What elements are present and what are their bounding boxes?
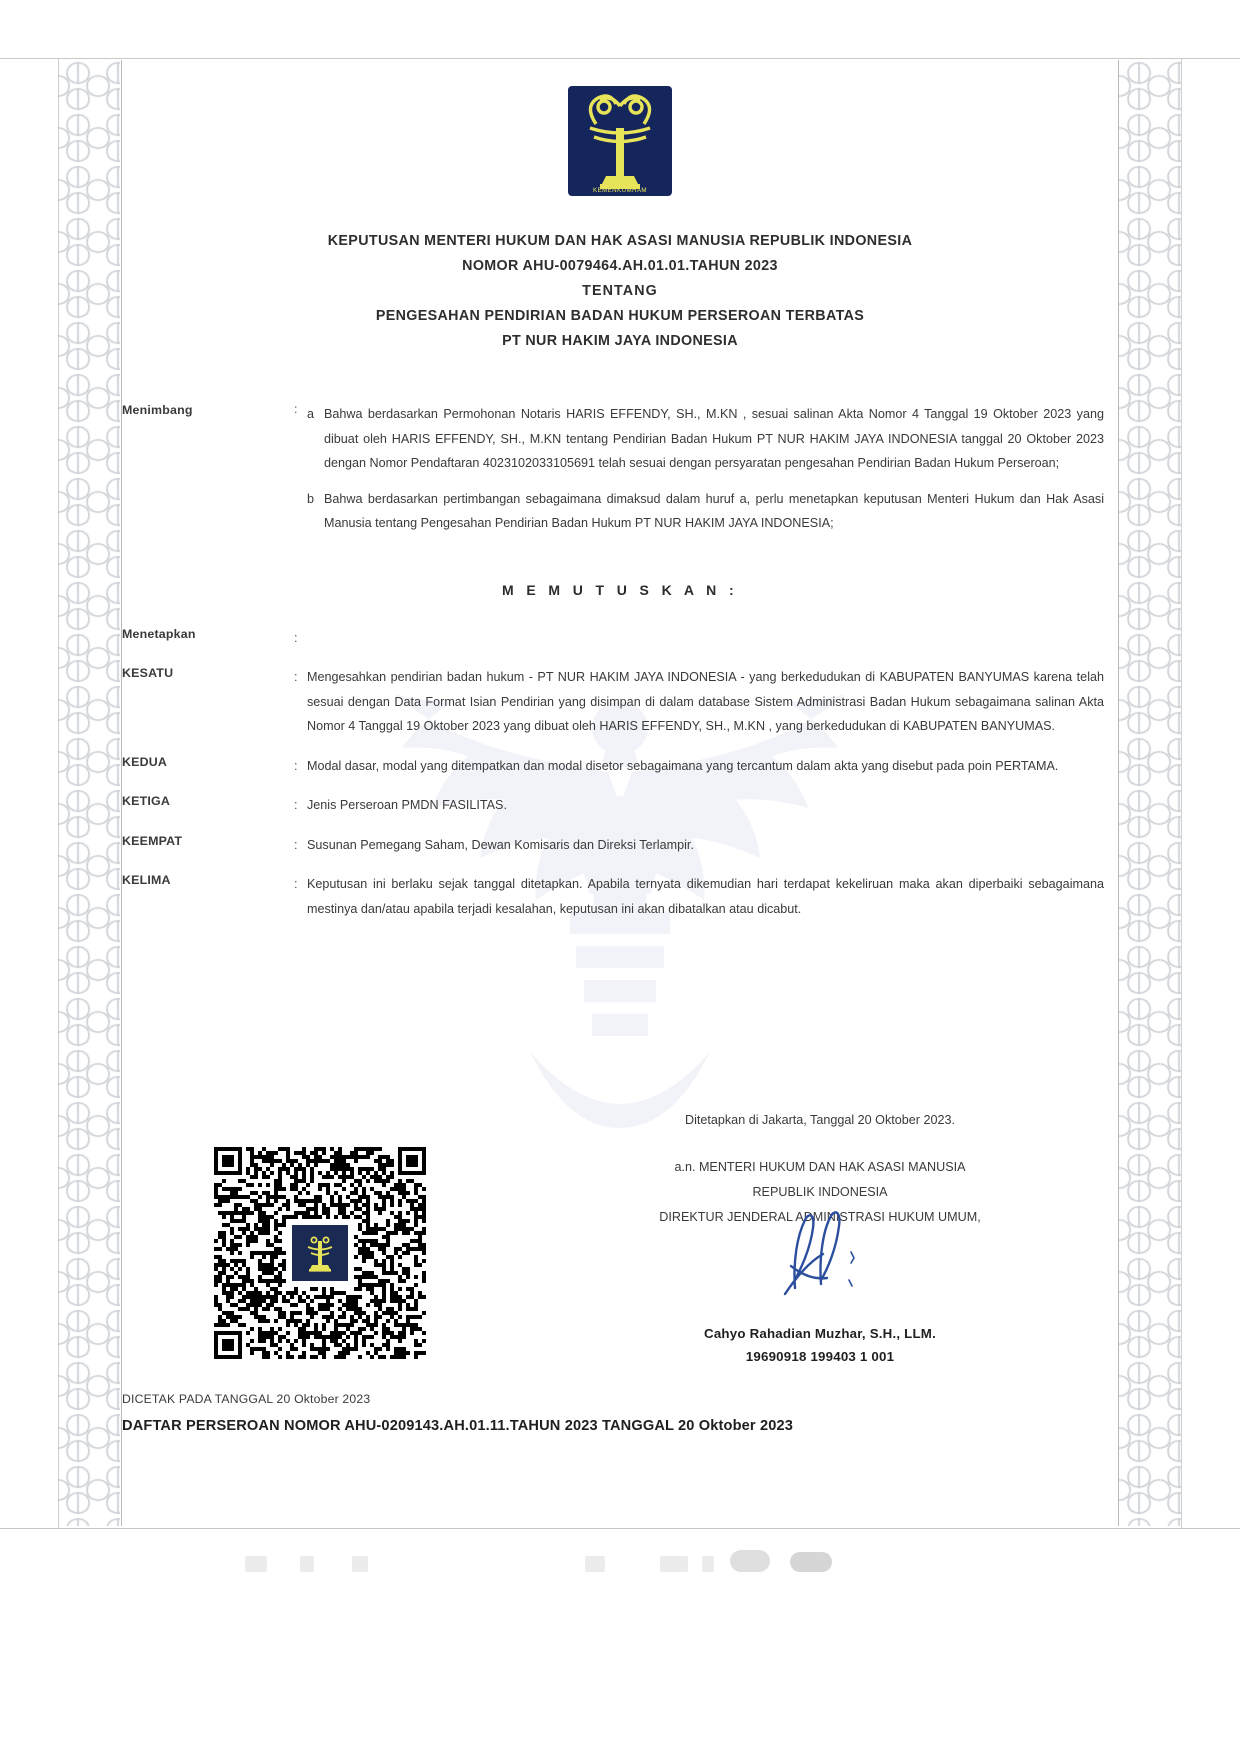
menetapkan-label: Menetapkan xyxy=(122,626,196,641)
register-number-line: DAFTAR PERSEROAN NOMOR AHU-0209143.AH.01.11.TAHUN 2023 TANGGAL 20 Oktober 2023 xyxy=(122,1418,794,1434)
document-heading xyxy=(122,229,1118,354)
dictum-value-kesatu: Mengesahkan pendirian badan hukum - PT NUR HAKIM JAYA INDONESIA - yang berkedudukan di KABUPATEN BANYUMAS karena telah sesuai dengan Data Format Isian Pendirian yang disimpan di dalam database Sistem Administrasi Badan Hukum sebagaimana salinan Akta Nomor 4 Tanggal 19 Oktober 2023 yang dibuat oleh HARIS EFFENDY, SH., M.KN , yang berkedudukan di KABUPATEN BANYUMAS. xyxy=(307,670,1104,733)
dictum-value-kedua: Modal dasar, modal yang ditempatkan dan modal disetor sebagaimana yang tercantum dalam akta yang disebut pada poin PERTAMA. xyxy=(307,758,1059,773)
dictum-row-ketiga xyxy=(122,793,1118,818)
director-general-line: DIREKTUR JENDERAL ADMINISTRASI HUKUM UMUM, xyxy=(659,1210,981,1224)
signature-icon xyxy=(735,1206,905,1298)
page-edge-bottom xyxy=(0,1528,1240,1529)
dictum-row-kesatu xyxy=(122,665,1118,739)
dictum-key-kelima: KELIMA xyxy=(122,873,171,887)
scan-bottom-artifacts xyxy=(0,1530,1240,1755)
on-behalf-of-minister: a.n. MENTERI HUKUM DAN HAK ASASI MANUSIA xyxy=(674,1160,966,1174)
artifact-blob xyxy=(730,1550,770,1572)
dictum-colon-ketiga: : xyxy=(294,798,298,812)
document-content xyxy=(122,62,1118,1524)
memutuskan-heading: M E M U T U S K A N : xyxy=(501,581,739,598)
dictum-value-ketiga: Jenis Perseroan PMDN FASILITAS. xyxy=(307,798,507,812)
printed-on-line: DICETAK PADA TANGGAL 20 Oktober 2023 xyxy=(122,1392,371,1406)
qr-code[interactable] xyxy=(214,1147,426,1359)
dictum-row-kelima xyxy=(122,872,1118,921)
republic-line: REPUBLIK INDONESIA xyxy=(752,1185,888,1199)
dictum-colon-kedua: : xyxy=(294,758,298,773)
heading-line-1: KEPUTUSAN MENTERI HUKUM DAN HAK ASASI MANUSIA REPUBLIK INDONESIA xyxy=(327,233,913,249)
page-edge-top xyxy=(0,58,1240,59)
menimbang-row xyxy=(122,402,1118,536)
closing-block xyxy=(522,1108,1118,1368)
heading-line-2: NOMOR AHU-0079464.AH.01.01.TAHUN 2023 xyxy=(462,258,778,274)
border-rule-right xyxy=(1118,60,1119,1526)
place-and-date: Ditetapkan di Jakarta, Tanggal 20 Oktober 2023. xyxy=(684,1113,955,1127)
security-border-left xyxy=(58,60,120,1526)
dictum-value-kelima: Keputusan ini berlaku sejak tanggal ditetapkan. Apabila ternyata dikemudian hari terdapat kekeliruan maka akan diperbaiki sebagaimana mestinya dan/atau apabila terjadi kesalahan, keputusan ini akan dibatalkan atau dicabut. xyxy=(307,877,1104,916)
dictum-key-keempat: KEEMPAT xyxy=(122,833,183,848)
menimbang-marker-b: b xyxy=(307,491,315,506)
menimbang-label: Menimbang xyxy=(122,403,193,417)
artifact-mark xyxy=(245,1556,267,1572)
heading-line-5: PT NUR HAKIM JAYA INDONESIA xyxy=(502,333,738,349)
heading-line-4: PENGESAHAN PENDIRIAN BADAN HUKUM PERSEROAN TERBATAS xyxy=(375,308,865,324)
signer-name: Cahyo Rahadian Muzhar, S.H., LLM. xyxy=(704,1326,936,1341)
ministry-logo xyxy=(566,84,674,202)
document-body xyxy=(122,402,1118,936)
page-edge-right xyxy=(1181,58,1182,1528)
spacer xyxy=(522,1133,1118,1155)
security-border-right xyxy=(1119,60,1181,1526)
dictum-value-keempat: Susunan Pemegang Saham, Dewan Komisaris dan Direksi Terlampir. xyxy=(307,837,694,852)
artifact-mark xyxy=(702,1556,714,1572)
menetapkan-colon: : xyxy=(294,630,298,645)
menimbang-text-b: Bahwa berdasarkan pertimbangan sebagaimana dimaksud dalam huruf a, perlu menetapkan keputusan Menteri Hukum dan Hak Asasi Manusia tentang Pengesahan Pendirian Badan Hukum PT NUR HAKIM JAYA INDONESIA; xyxy=(324,491,1104,530)
menimbang-colon: : xyxy=(294,402,298,416)
signer-nip: 19690918 199403 1 001 xyxy=(745,1349,895,1364)
spacer xyxy=(307,476,1104,487)
dictum-colon-keempat: : xyxy=(294,837,298,852)
menimbang-item-b xyxy=(307,487,1104,536)
artifact-mark xyxy=(300,1556,314,1572)
menimbang-item-a xyxy=(307,402,1104,476)
dictum-key-kedua: KEDUA xyxy=(122,754,168,769)
artifact-mark xyxy=(660,1556,688,1572)
artifact-mark xyxy=(352,1556,368,1572)
menimbang-text-a: Bahwa berdasarkan Permohonan Notaris HARIS EFFENDY, SH., M.KN , sesuai salinan Akta Nomor 4 Tanggal 19 Oktober 2023 yang dibuat oleh HARIS EFFENDY, SH., M.KN tentang Pendirian Badan Hukum PT NUR HAKIM JAYA INDONESIA tanggal 20 Oktober 2023 dengan Nomor Pendaftaran 4023102033105691 telah sesuai dengan persyaratan pengesahan Pendirian Badan Hukum Perseroan; xyxy=(324,407,1104,470)
dictum-row-kedua xyxy=(122,754,1118,779)
dictum-row-keempat xyxy=(122,833,1118,858)
dictum-colon-kelima: : xyxy=(294,877,298,891)
artifact-blob xyxy=(790,1552,832,1572)
heading-line-3: TENTANG xyxy=(582,283,658,299)
menetapkan-row xyxy=(122,626,1118,651)
artifact-mark xyxy=(585,1556,605,1572)
document-footer xyxy=(122,1392,1118,1434)
qr-center-logo xyxy=(289,1222,351,1284)
menimbang-items xyxy=(307,402,1118,536)
menimbang-marker-a: a xyxy=(307,407,315,421)
dictum-key-kesatu: KESATU xyxy=(122,666,174,680)
dictum-colon-kesatu: : xyxy=(294,670,298,684)
svg-text:KEMENKUMHAM: KEMENKUMHAM xyxy=(593,187,647,194)
dictum-key-ketiga: KETIGA xyxy=(122,794,171,808)
